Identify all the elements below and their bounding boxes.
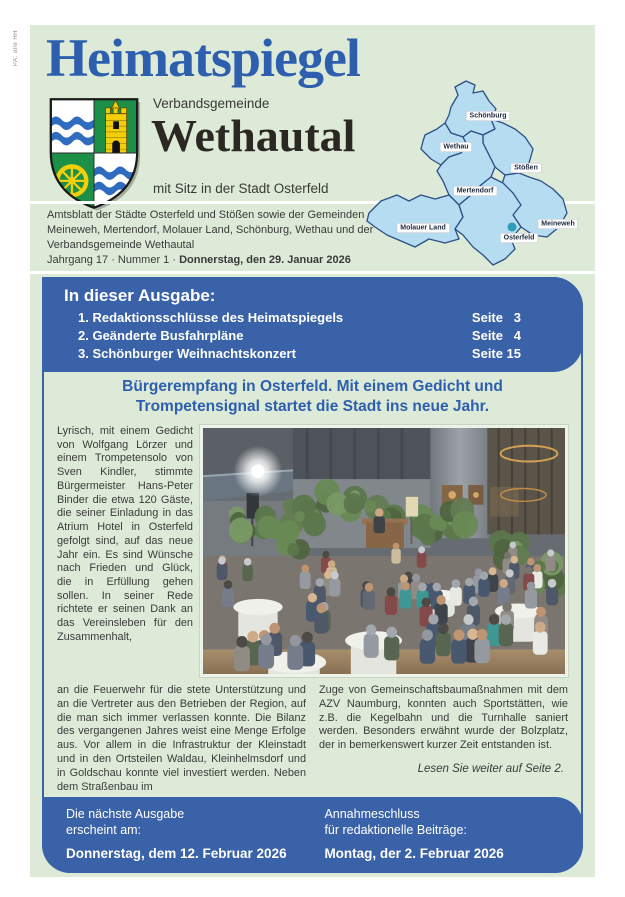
map-label-schoenburg: Schönburg (467, 112, 510, 121)
newsletter-title: Heimatspiegel (46, 28, 360, 88)
issue-line-prefix: Jahrgang 17 · Nummer 1 · (47, 254, 180, 266)
map-label-meineweh: Meineweh (538, 220, 577, 229)
deadline-label-2: für redaktionelle Beiträge: (324, 823, 467, 838)
page-background (30, 25, 595, 877)
map-label-mertendorf: Mertendorf (454, 187, 497, 196)
item-label: 1. Redaktionsschlüsse des Heimatspiegels (78, 310, 344, 325)
wheel-icon (58, 166, 87, 195)
article-column-right (319, 684, 568, 795)
tower-icon (106, 100, 127, 153)
item-label: 2. Geänderte Busfahrpläne (78, 328, 244, 343)
reception-photo (200, 425, 568, 677)
item-label: 3. Schönburger Weihnachtskonzert (78, 346, 296, 361)
map-region-schoenburg (445, 81, 496, 137)
issue-index-item (64, 346, 563, 361)
item-page-number: 4 (513, 328, 521, 343)
article-column-left: an die Feuerwehr für die stete Unterstützung und an die Vertreter aus den Betrieben der Region, auf die man sich immer verlassen konnte. Die Bilanz des vergangenen Jahres weist eine Menge Erfolge aus. Vor allem in die Infrastruktur der Kleinstadt und in den Ortsteilen Waldau, Kleinhelmsdorf und in Goldschau konnte viel investiert werden. Neben dem Straßenbau im (57, 683, 306, 793)
item-page-number: 15 (506, 346, 521, 361)
item-page-word: Seite (471, 346, 503, 361)
amtsblatt-text: Amtsblatt der Städte Osterfeld und Stößen sowie der Gemeinden Meineweh, Mertendorf, Molauer Land, Schönburg, Wethau und der Verbandsgemeinde Wethautal (47, 209, 374, 252)
next-issue-label: Die nächste Ausgabe (66, 807, 185, 821)
article-intro-column: Lyrisch, mit einem Gedicht von Wolfgang Lörzer und einem Trompetensolo von Sven Kindler, stimmte Bürgermeister Hans-Peter Binder die etwa 120 Gäste, die seiner Einladung in das Atrium Hotel in Osterfeld gefolgt sind, auf das neue Jahr ein. Es sind Wünsche nach Frieden und Glück, die in Erfüllung gehen sollen. In seiner Rede richtete er seinen Dank an das Vereinsleben für den Zusammenhalt, (57, 424, 193, 643)
org-prefix: Verbandsgemeinde (153, 96, 270, 111)
item-page-word: Seite (471, 310, 503, 325)
map-label-osterfeld: Osterfeld (501, 234, 538, 243)
issue-index-item (64, 328, 563, 343)
map-label-wethau: Wethau (440, 143, 471, 152)
deadline-date: Montag, der 2. Februar 2026 (324, 845, 504, 861)
org-seat: mit Sitz in der Stadt Osterfeld (153, 181, 329, 196)
issue-date: Donnerstag, den 29. Januar 2026 (179, 254, 351, 266)
issue-index-box (42, 277, 583, 372)
article-headline: Bürgerempfang in Osterfeld. Mit einem Gedicht und Trompetensignal startet die Stadt ins neue Jahr. (122, 378, 503, 416)
issue-line (47, 254, 351, 266)
deadline-label: Annahmeschluss (324, 807, 420, 821)
content-frame (42, 277, 583, 873)
map-region-molauer-land (367, 195, 463, 247)
next-issue-date: Donnerstag, dem 12. Februar 2026 (66, 845, 287, 861)
map-label-molauer-land: Molauer Land (397, 224, 449, 233)
article-column-right-text: Zuge von Gemeinschaftsbaumaßnahmen mit dem AZV Naumburg, konnten auch Sportstätten, wie z.B. die Kegelbahn und die Turnhalle saniert werden. Besonders erwähnt wurde der Bolzplatz, der in bemerkenswert kurzer Zeit entstanden ist. (319, 683, 568, 752)
print-edge-note: PA: alle HH (13, 30, 19, 67)
org-name: Wethautal (151, 110, 356, 161)
issue-index-item (64, 310, 563, 325)
next-issue-label-2: erscheint am: (66, 823, 142, 838)
item-page-number: 3 (513, 310, 521, 325)
item-page-word: Seite (471, 328, 503, 343)
issue-index-title: In dieser Ausgabe: (64, 286, 216, 305)
map-label-stoessen: Stößen (511, 164, 541, 173)
region-map (363, 77, 599, 275)
coat-of-arms (46, 93, 142, 213)
osterfeld-dot (508, 223, 517, 232)
next-issue-box (42, 797, 583, 873)
continue-note: Lesen Sie weiter auf Seite 2. (417, 763, 564, 776)
lead-article (44, 370, 581, 797)
